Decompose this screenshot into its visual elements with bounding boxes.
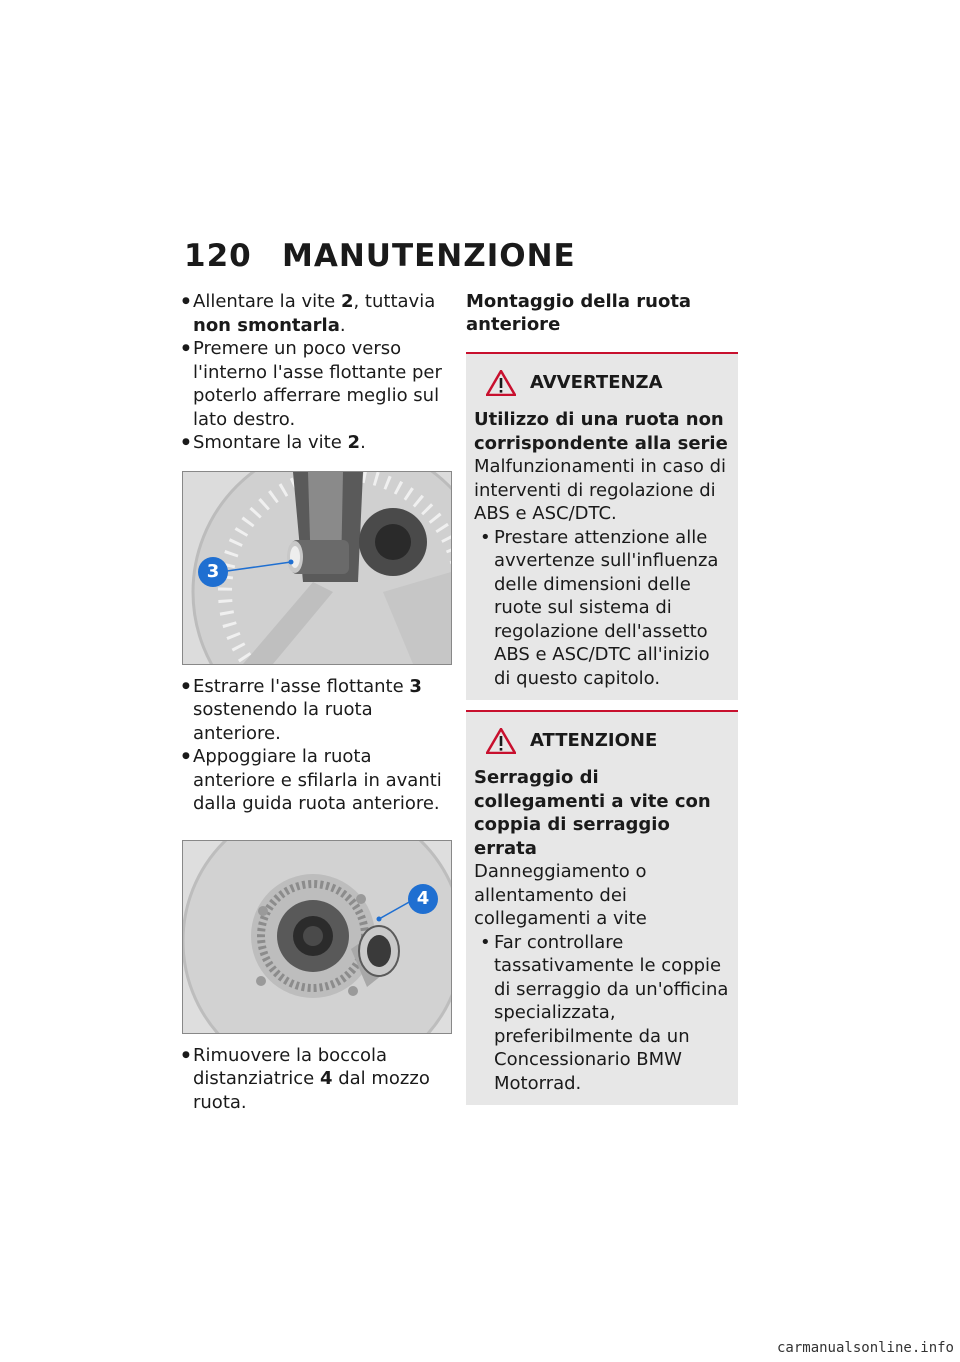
warning-box-avvertenza xyxy=(466,352,738,700)
figure-floating-axle xyxy=(182,471,452,665)
spacer-bushing-illustration xyxy=(183,841,451,1033)
left-column xyxy=(182,290,454,1114)
list-item: ● Premere un poco verso l'interno l'asse flottante per poterlo afferrare meglio sul lato destro. xyxy=(182,337,454,431)
page-header xyxy=(184,238,576,274)
watermark-text: carmanualsonline.info xyxy=(776,1340,954,1356)
warning-triangle-icon xyxy=(486,370,516,396)
warning-header xyxy=(486,370,730,396)
list-item: • Far controllare tassativamente le coppie di serraggio da un'officina specializzata, preferibilmente da un Concessionario BMW Motorrad. xyxy=(474,931,730,1096)
list-item: ● Rimuovere la boccola distanziatrice 4 dal mozzo ruota. xyxy=(182,1044,454,1115)
warning-actions xyxy=(474,931,730,1096)
list-item: ● Allentare la vite 2, tuttavia non smontarla. xyxy=(182,290,454,337)
warning-body: Danneggiamento o allentamento dei collegamenti a vite xyxy=(474,861,647,929)
callout-badge: 4 xyxy=(416,887,430,909)
steps-list-a xyxy=(182,290,454,455)
section-title: Montaggio della ruota anteriore xyxy=(466,291,692,335)
list-item: • Prestare attenzione alle avvertenze sull'influenza delle dimensioni delle ruote sul sistema di regolazione dell'assetto ABS e ASC/DTC all'inizio di questo capitolo. xyxy=(474,526,730,691)
warning-body: Malfunzionamenti in caso di interventi di regolazione di ABS e ASC/DTC. xyxy=(474,456,727,524)
list-item: ● Smontare la vite 2. xyxy=(182,431,454,455)
warning-label: AVVERTENZA xyxy=(530,372,663,394)
warning-title: Serraggio di collegamenti a vite con coppia di serraggio errata xyxy=(474,767,711,859)
page-title: MANUTENZIONE xyxy=(282,238,576,274)
list-item: ● Appoggiare la ruota anteriore e sfilarla in avanti dalla guida ruota anteriore. xyxy=(182,745,454,816)
warning-title: Utilizzo di una ruota non corrispondente alla serie xyxy=(474,409,728,454)
page-number: 120 xyxy=(184,238,252,274)
warning-actions xyxy=(474,526,730,691)
figure-spacer-bushing xyxy=(182,840,452,1034)
steps-list-c xyxy=(182,1044,454,1115)
steps-list-b xyxy=(182,675,454,816)
warning-label: ATTENZIONE xyxy=(530,730,658,752)
warning-triangle-icon xyxy=(486,728,516,754)
warning-header xyxy=(486,728,730,754)
right-column xyxy=(466,290,738,1115)
warning-box-attenzione xyxy=(466,710,738,1105)
callout-badge: 3 xyxy=(206,560,220,582)
list-item: ● Estrarre l'asse flottante 3 sostenendo la ruota anteriore. xyxy=(182,675,454,746)
